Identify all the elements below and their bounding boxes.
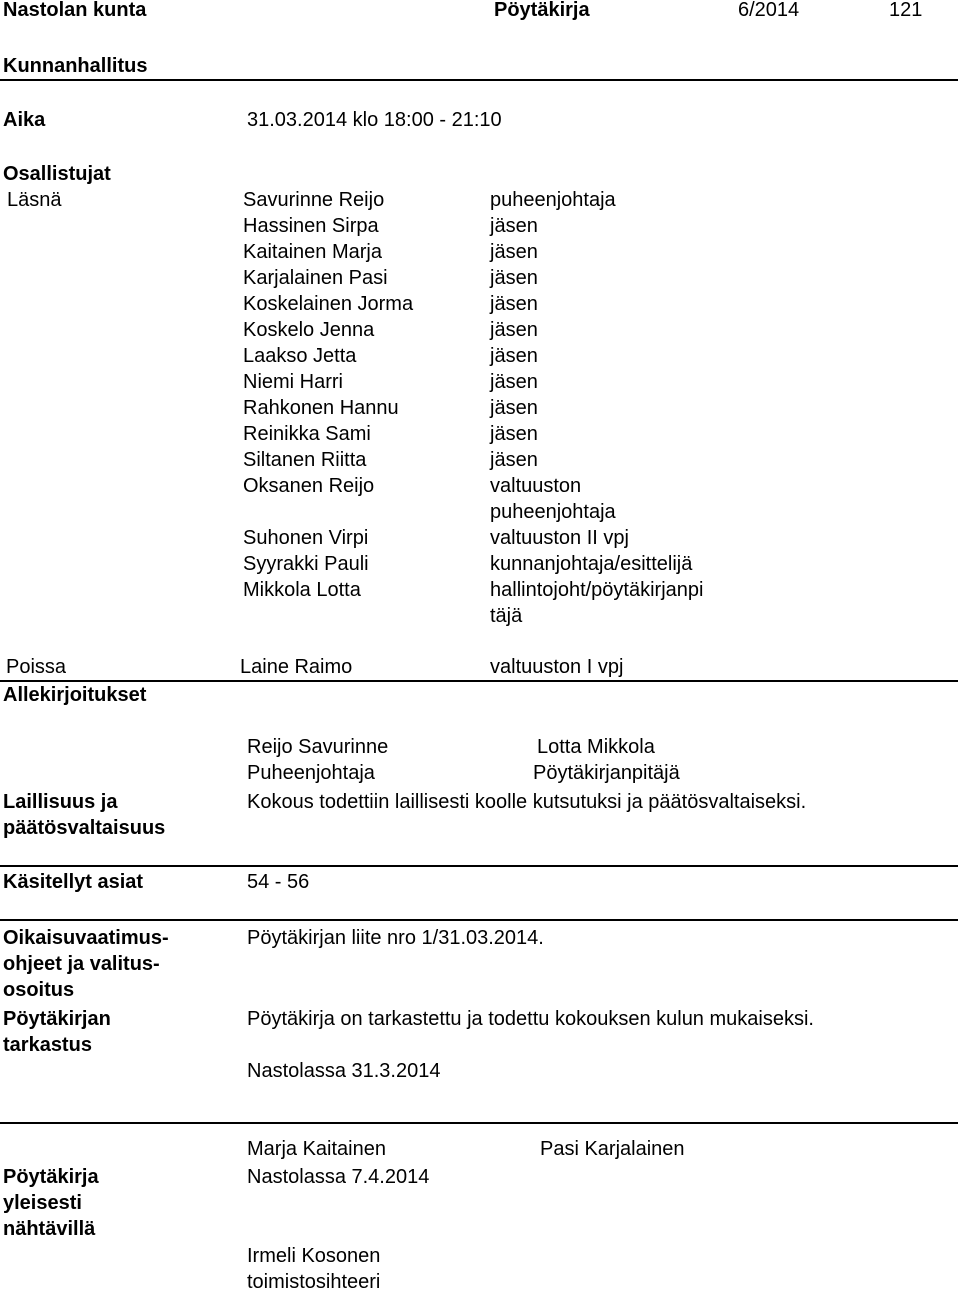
member-name: Niemi Harri <box>243 371 343 393</box>
appeal-text: Pöytäkirjan liite nro 1/31.03.2014. <box>247 927 544 949</box>
appeal-label-line2: ohjeet ja valitus- <box>3 953 160 975</box>
secretary-title: Pöytäkirjanpitäjä <box>533 762 680 784</box>
member-role: hallintojoht/pöytäkirjanpi <box>490 579 704 601</box>
time-value: 31.03.2014 klo 18:00 - 21:10 <box>247 109 502 131</box>
member-role: valtuuston <box>490 475 582 497</box>
public-label-line3: nähtävillä <box>3 1218 96 1240</box>
member-role-continued: täjä <box>490 605 523 627</box>
governing-body: Kunnanhallitus <box>3 55 148 77</box>
member-role: jäsen <box>490 397 538 419</box>
member-name: Rahkonen Hannu <box>243 397 399 419</box>
member-role: kunnanjohtaja/esittelijä <box>490 553 693 575</box>
page-number: 121 <box>889 0 923 21</box>
member-role: puheenjohtaja <box>490 189 616 211</box>
reviewer2-name: Pasi Karjalainen <box>540 1138 685 1160</box>
member-role: jäsen <box>490 449 538 471</box>
member-role: jäsen <box>490 241 538 263</box>
time-label: Aika <box>3 109 46 131</box>
member-name: Hassinen Sirpa <box>243 215 379 237</box>
member-name: Oksanen Reijo <box>243 475 375 497</box>
member-name: Kaitainen Marja <box>243 241 382 263</box>
member-name: Karjalainen Pasi <box>243 267 388 289</box>
official-title: toimistosihteeri <box>247 1271 381 1293</box>
legality-label-line1: Laillisuus ja <box>3 791 118 813</box>
member-name: Siltanen Riitta <box>243 449 367 471</box>
signatures-heading: Allekirjoitukset <box>3 684 147 706</box>
official-name: Irmeli Kosonen <box>247 1245 381 1267</box>
member-name: Mikkola Lotta <box>243 579 361 601</box>
review-label-line1: Pöytäkirjan <box>3 1008 111 1030</box>
items-divider <box>0 919 958 921</box>
member-role: jäsen <box>490 423 538 445</box>
member-name: Laakso Jetta <box>243 345 357 367</box>
review-label-line2: tarkastus <box>3 1034 92 1056</box>
appeal-label-line3: osoitus <box>3 979 75 1001</box>
municipality-name: Nastolan kunta <box>3 0 147 21</box>
member-role: jäsen <box>490 293 538 315</box>
appeal-label-line1: Oikaisuvaatimus- <box>3 927 169 949</box>
member-role-continued: puheenjohtaja <box>490 501 616 523</box>
secretary-name: Lotta Mikkola <box>537 736 655 758</box>
public-place-date: Nastolassa 7.4.2014 <box>247 1166 430 1188</box>
member-name: Syyrakki Pauli <box>243 553 369 575</box>
public-label-line2: yleisesti <box>3 1192 82 1214</box>
participants-heading: Osallistujat <box>3 163 111 185</box>
absent-name: Laine Raimo <box>240 656 353 678</box>
member-role: valtuuston II vpj <box>490 527 629 549</box>
document-type: Pöytäkirja <box>494 0 590 21</box>
absent-label: Poissa <box>6 656 67 678</box>
review-text: Pöytäkirja on tarkastettu ja todettu kokouksen kulun mukaiseksi. <box>247 1008 814 1030</box>
member-role: jäsen <box>490 267 538 289</box>
legality-divider <box>0 865 958 867</box>
present-label: Läsnä <box>7 189 62 211</box>
legality-label-line2: päätösvaltaisuus <box>3 817 166 839</box>
reviewer1-name: Marja Kaitainen <box>247 1138 386 1160</box>
chair-name: Reijo Savurinne <box>247 736 389 758</box>
member-name: Koskelainen Jorma <box>243 293 414 315</box>
member-name: Reinikka Sami <box>243 423 371 445</box>
chair-title: Puheenjohtaja <box>247 762 375 784</box>
document-number: 6/2014 <box>738 0 800 21</box>
public-label-line1: Pöytäkirja <box>3 1166 99 1188</box>
member-role: jäsen <box>490 345 538 367</box>
member-role: jäsen <box>490 319 538 341</box>
absent-role: valtuuston I vpj <box>490 656 624 678</box>
review-place-date: Nastolassa 31.3.2014 <box>247 1060 441 1082</box>
review-divider <box>0 1122 958 1124</box>
member-name: Koskelo Jenna <box>243 319 375 341</box>
items-value: 54 - 56 <box>247 871 310 893</box>
member-name: Suhonen Virpi <box>243 527 369 549</box>
legality-text: Kokous todettiin laillisesti koolle kutsutuksi ja päätösvaltaiseksi. <box>247 791 807 813</box>
header-divider <box>0 79 958 81</box>
items-label: Käsitellyt asiat <box>3 871 144 893</box>
member-name: Savurinne Reijo <box>243 189 385 211</box>
member-role: jäsen <box>490 371 538 393</box>
member-role: jäsen <box>490 215 538 237</box>
